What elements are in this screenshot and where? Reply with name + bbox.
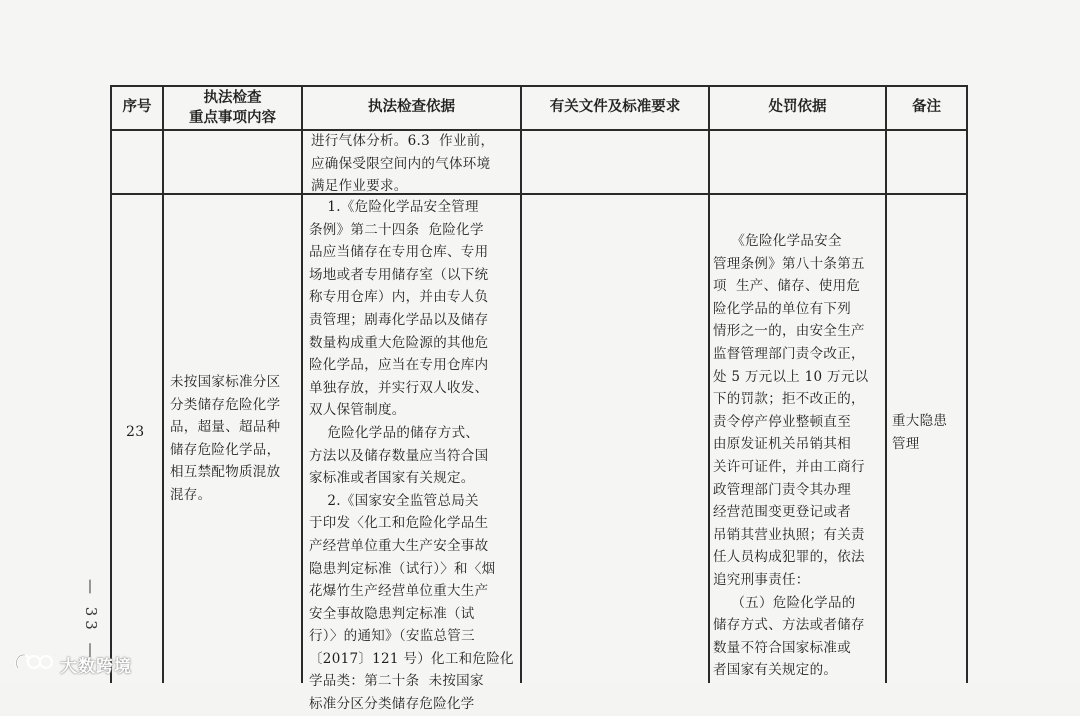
col-divider-4 (708, 85, 710, 683)
col-divider-2 (301, 85, 303, 683)
header-docs: 有关文件及标准要求 (549, 99, 681, 115)
page-number: — 33 — (82, 578, 100, 662)
row1-basis: 进行气体分析。6.3 作业前， 应确保受限空间内的气体环境 满足作业要求。 (311, 133, 495, 195)
weibo-like-logo-icon (12, 650, 56, 678)
col-divider-1 (162, 85, 164, 683)
col-divider-5 (885, 85, 887, 683)
row2-basis: 1.《危险化学品安全管理 条例》第二十四条 危险化学 品应当储存在专用仓库、专用 场地或者专用储存室（以下统 称专用仓库）内，并由专人负 责管理；剧毒化学品以及储存 数量构成重大危险源的其他危 险化学品，应当在专用仓库内 单独存放，并实行双人收发、 双人保管制度。 危险化学品的储存方式、 方法以及储存数量应当符合国 家标准或者国家有关规定。 2.《国家安全监管总局关 于印发〈化工和危险化学品生 产经营单位重大生产安全事故 隐患判定标准（试行）〉和〈烟 花爆竹生产经营单位重大生产 安全事故隐患判定标准（试 行）〉的通知》（安监总管三 〔2017〕121 号）化工和危险化 学品类：第二十条 未按国家 标准分区分类储存危险化学 (309, 199, 514, 713)
row2-seq: 23 (126, 424, 145, 440)
table-right-border (966, 85, 968, 683)
row2-note: 重大隐患 管理 (892, 413, 948, 452)
header-bottom-border (110, 129, 968, 131)
header-seq: 序号 (122, 99, 152, 115)
header-note: 备注 (912, 99, 941, 115)
header-penalty: 处罚依据 (768, 99, 827, 115)
row2-item: 未按国家标准分区 分类储存危险化学 品，超量、超品种 储存危险化学品， 相互禁配物质混放 混存。 (170, 374, 281, 503)
row-divider (110, 193, 968, 195)
table-left-border (110, 85, 112, 683)
watermark (12, 650, 132, 678)
table-top-border (110, 85, 968, 87)
header-item: 执法检查 重点事项内容 (189, 90, 276, 126)
row2-penalty: 《危险化学品安全 管理条例》第八十条第五 项 生产、储存、使用危 险化学品的单位有下列 情形之一的，由安全生产 监督管理部门责令改正， 处 5 万元以上 10 万元以 下的罚款；拒不改正的， 责令停产停业整顿直至 由原发证机关吊销其相 关许可证件，并由工商行 政管理部门责令其办理 经营范围变更登记或者 吊销其营业执照；有关责 任人员构成犯罪的，依法 追究刑事责任： （五）危险化学品的 储存方式、方法或者储存 数量不符合国家标准或 者国家有关规定的。 (713, 233, 869, 679)
col-divider-3 (520, 85, 522, 683)
header-basis: 执法检查依据 (368, 99, 455, 115)
watermark-text: 大数跨境 (60, 656, 132, 677)
